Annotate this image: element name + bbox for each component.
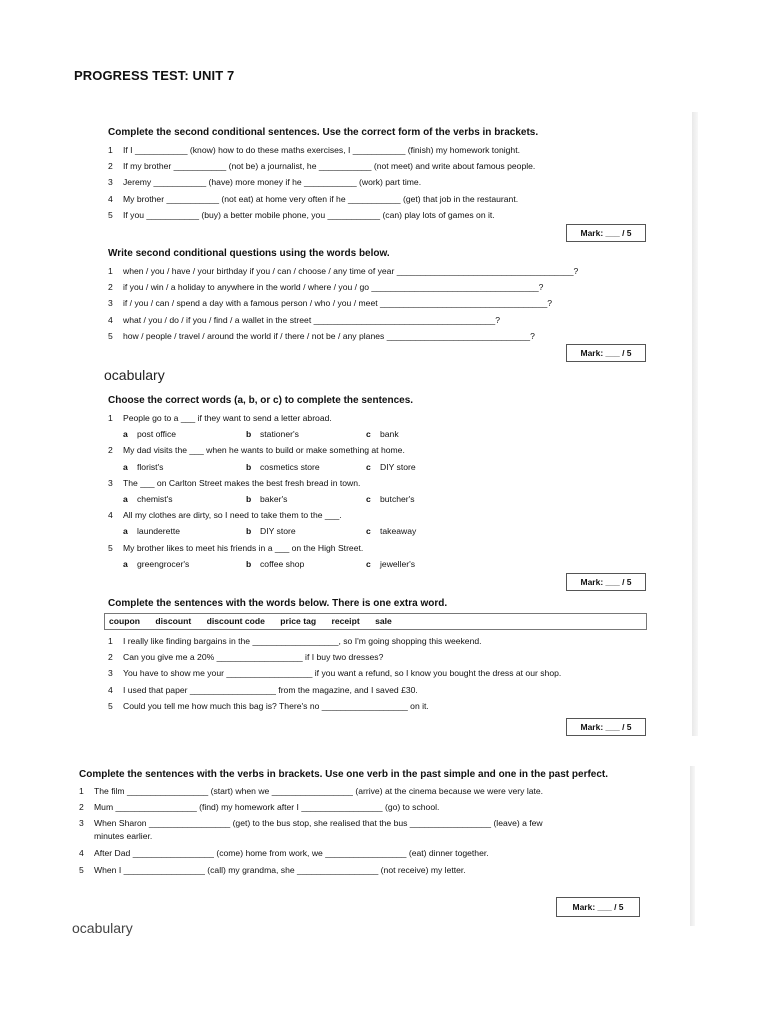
word-bank-item: sale xyxy=(375,616,392,626)
choice-c: c DIY store xyxy=(366,461,416,472)
section-multiple-choice xyxy=(108,394,648,572)
section-conditional-questions xyxy=(108,247,578,344)
cut-off-vocabulary-title: ocabulary xyxy=(72,920,133,936)
choice-row xyxy=(108,491,648,507)
choice-a: a florist's xyxy=(123,461,164,472)
exercise-item: 4 My brother ___________ (not eat) at home very often if he ___________ (get) that job in the restaurant. xyxy=(108,193,519,204)
exercise-item: 4 All my clothes are dirty, so I need to take them to the ___. xyxy=(108,510,342,521)
word-bank-item: discount xyxy=(155,616,192,626)
choice-c: c jeweller's xyxy=(366,558,416,569)
exercise-item: 1 The film _________________ (start) when we _________________ (arrive) at the cinema because we were very late. xyxy=(79,786,544,796)
choice-c: c takeaway xyxy=(366,526,417,537)
choice-b: b coffee shop xyxy=(246,558,305,569)
section-past-perfect xyxy=(79,768,639,878)
exercise-item: 4 After Dad _________________ (come) home from work, we _________________ (eat) dinner together. xyxy=(79,848,489,859)
exercise-item: 2 My dad visits the ___ when he wants to build or make something at home. xyxy=(108,445,405,456)
exercise-item: 1 If I ___________ (know) how to do these maths exercises, I ___________ (finish) my homework tonight. xyxy=(108,145,520,155)
exercise-item: 3 When Sharon _________________ (get) to the bus stop, she realised that the bus _________________ (leave) a few xyxy=(79,818,543,829)
page-edge-shadow-lower xyxy=(690,766,695,926)
exercise-item: 3 You have to show me your __________________ if you want a refund, so I know you bought the dress at our shop. xyxy=(108,668,562,679)
mark-box: Mark: ___ / 5 xyxy=(566,573,646,591)
exercise-item: 2 If my brother ___________ (not be) a journalist, he ___________ (not meet) and write about famous people. xyxy=(108,161,536,172)
choice-row xyxy=(108,556,648,572)
choice-a: a launderette xyxy=(123,526,181,537)
exercise-item: 1 People go to a ___ if they want to send a letter abroad. xyxy=(108,413,332,423)
exercise-item: 5 If you ___________ (buy) a better mobile phone, you ___________ (can) play lots of games on it. xyxy=(108,209,495,220)
word-bank-item: price tag xyxy=(280,616,317,626)
section-second-conditional xyxy=(108,126,538,223)
section-heading: Complete the second conditional sentences. Use the correct form of the verbs in brackets. xyxy=(108,127,539,138)
exercise-item: 3 The ___ on Carlton Street makes the best fresh bread in town. xyxy=(108,477,361,488)
word-bank-item: receipt xyxy=(331,616,360,626)
section-word-bank-items xyxy=(108,633,561,714)
choice-row xyxy=(108,426,648,442)
exercise-item: 2 if you / win / a holiday to anywhere in the world / where / you / go ___________________________________? xyxy=(108,282,544,293)
mark-box: Mark: ___ / 5 xyxy=(566,224,646,242)
page-title: PROGRESS TEST: UNIT 7 xyxy=(74,68,235,83)
section-heading: Write second conditional questions using the words below. xyxy=(108,248,390,259)
mark-box: Mark: ___ / 5 xyxy=(566,344,646,362)
exercise-item: 2 Can you give me a 20% __________________ if I buy two dresses? xyxy=(108,652,384,663)
choice-row xyxy=(108,523,648,539)
choice-a: a post office xyxy=(123,429,177,440)
word-bank xyxy=(104,613,647,630)
word-bank-item: discount code xyxy=(206,616,265,626)
exercise-item: 1 I really like finding bargains in the __________________, so I'm going shopping this weekend. xyxy=(108,636,482,646)
section-heading: Complete the sentences with the words below. There is one extra word. xyxy=(108,598,448,609)
exercise-item: 2 Mum _________________ (find) my homework after I _________________ (go) to school. xyxy=(79,802,440,813)
choice-b: b stationer's xyxy=(246,429,299,440)
exercise-item: 3 if / you / can / spend a day with a famous person / who / you / meet ___________________________________? xyxy=(108,298,553,309)
choice-b: b cosmetics store xyxy=(246,461,320,472)
page-edge-shadow xyxy=(692,112,698,736)
exercise-item: 3 Jeremy ___________ (have) more money if he ___________ (work) part time. xyxy=(108,177,422,188)
exercise-item: 5 My brother likes to meet his friends in a ___ on the High Street. xyxy=(108,542,364,553)
choice-c: c bank xyxy=(366,429,399,440)
choice-a: a chemist's xyxy=(123,493,173,504)
choice-a: a greengrocer's xyxy=(123,558,190,569)
vocabulary-title: ocabulary xyxy=(104,367,165,383)
mark-box: Mark: ___ / 5 xyxy=(556,897,640,917)
section-heading: Complete the sentences with the verbs in brackets. Use one verb in the past simple and one in the past perfect. xyxy=(79,769,609,780)
exercise-item: 4 I used that paper __________________ from the magazine, and I saved £30. xyxy=(108,684,418,695)
section-heading: Choose the correct words (a, b, or c) to complete the sentences. xyxy=(108,395,414,406)
choice-b: b baker's xyxy=(246,493,288,504)
choice-row xyxy=(108,459,648,475)
choice-c: c butcher's xyxy=(366,493,415,504)
exercise-item: 5 Could you tell me how much this bag is? There's no __________________ on it. xyxy=(108,700,429,711)
exercise-item: 4 what / you / do / if you / find / a wallet in the street ______________________________________? xyxy=(108,314,500,325)
word-bank-item: coupon xyxy=(109,616,141,626)
exercise-item: 5 how / people / travel / around the world if / there / not be / any planes ______________________________? xyxy=(108,330,535,341)
exercise-item: 5 When I _________________ (call) my grandma, she _________________ (not receive) my letter. xyxy=(79,864,466,875)
mark-box: Mark: ___ / 5 xyxy=(566,718,646,736)
exercise-item-continuation: minutes earlier. xyxy=(94,831,153,842)
section-word-bank xyxy=(108,597,447,613)
exercise-item: 1 when / you / have / your birthday if you / can / choose / any time of year _____________________________________? xyxy=(108,266,579,276)
choice-b: b DIY store xyxy=(246,526,296,537)
